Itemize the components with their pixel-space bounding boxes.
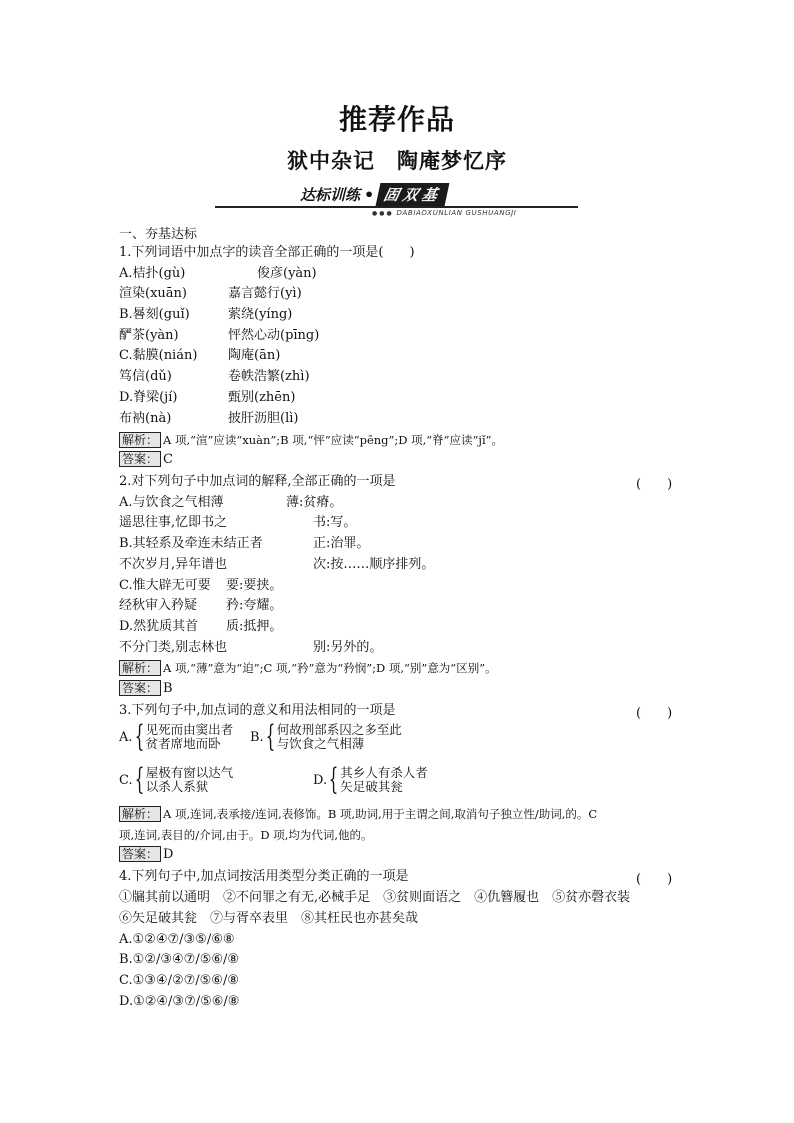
q4-stem: 4.下列句子中,加点词按活用类型分类正确的一项是 (119, 869, 409, 884)
q1-row-right: 甄别(zhēn) (228, 390, 296, 405)
q2-paren: ( ) (636, 477, 673, 492)
q2-row-right: 质:抵押。 (226, 619, 283, 634)
answer-tag: 答案： (119, 680, 161, 696)
q1-row-left: A.桔扑(gù) (119, 266, 186, 281)
q3-c-line: 以杀人系狱 (145, 779, 209, 794)
q2-row-right: 次:按……顺序排列。 (313, 557, 435, 572)
q2-row-right: 要:要挟。 (226, 578, 283, 593)
banner-sub-dots: ●●● (372, 210, 394, 217)
q1-row-left: 笃信(dǔ) (119, 369, 172, 384)
q2-analysis-text: A 项,“薄”意为“迫”;C 项,“矜”意为“矜悯”;D 项,“别”意为“区别”。 (163, 661, 497, 675)
q1-row-left: B.晷刻(guǐ) (119, 307, 190, 322)
q3-b-line: 何故刑部系囚之多至此 (276, 722, 402, 737)
q4-items-2: ⑥矢足破其瓮 ⑦与胥卒表里 ⑧其枉民也亦甚矣哉 (119, 911, 419, 926)
q4-items-1: ①牖其前以通明 ②不问罪之有无,必械手足 ③贫则面语之 ④仇簪履也 ⑤贫亦磬衣装 (119, 890, 631, 905)
q4-option: D.①②④/③⑦/⑤⑥/⑧ (119, 994, 240, 1009)
q3-a-line: 见死而由窦出者 (145, 722, 234, 737)
q2-row-left: A.与饮食之气相薄 (119, 495, 224, 510)
q1-row-right: 卷帙浩繁(zhì) (228, 369, 310, 384)
q3-analysis-text-2: 项,连词,表目的/介词,由于。D 项,均为代词,他的。 (119, 828, 373, 842)
q1-row-left: C.黏膜(nián) (119, 348, 198, 363)
section-heading: 一、夯基达标 (119, 227, 198, 242)
q3-analysis (119, 805, 597, 824)
q3-b-line: 与饮食之气相薄 (276, 736, 365, 751)
answer-tag: 答案： (119, 451, 161, 467)
q2-row-right: 正:治罪。 (313, 536, 370, 551)
q3-stem: 3.下列句子中,加点词的意义和用法相同的一项是 (119, 703, 396, 718)
q2-row-left: C.惟大辟无可要 (119, 578, 211, 593)
q1-row-right: 俊彦(yàn) (257, 266, 317, 281)
q3-a-label: A. (119, 729, 133, 745)
q1-stem: 1.下列词语中加点字的读音全部正确的一项是( ) (119, 245, 415, 260)
q1-row-right: 嘉言懿行(yì) (228, 286, 302, 301)
q3-c-line: 屋极有窗以达气 (145, 765, 234, 780)
q1-answer-text: C (163, 452, 173, 467)
q1-row-right: 披肝沥胆(lì) (228, 411, 299, 426)
q4-option: C.①③④/②⑦/⑤⑥/⑧ (119, 973, 239, 988)
q1-row (119, 265, 185, 283)
q2-row-left: 不次岁月,异年谱也 (119, 557, 228, 572)
q3-d-label: D. (313, 772, 328, 788)
q2-stem: 2.对下列句子中加点词的解释,全部正确的一项是 (119, 474, 396, 489)
banner-subtitle (372, 209, 516, 217)
page-subtitle: 狱中杂记 陶庵梦忆序 (287, 148, 507, 173)
q3-option-d (313, 762, 428, 797)
q2-row-left: B.其轻系及牵连未结正者 (119, 536, 263, 551)
q2-row-right: 书:写。 (313, 515, 357, 530)
brace-icon: { (134, 762, 144, 797)
banner-left-text: 达标训练 (300, 185, 361, 204)
q4-paren: ( ) (636, 872, 673, 887)
banner-sub-text: DABIAOXUNLIAN GUSHUANGJI (396, 209, 517, 217)
q2-analysis (119, 659, 497, 678)
q2-row-right: 矜:夸耀。 (226, 598, 283, 613)
q2-row-right: 别:另外的。 (313, 640, 383, 655)
section-banner (300, 183, 447, 205)
q1-row-left: 渲染(xuān) (119, 286, 187, 301)
q3-b-label: B. (250, 729, 264, 745)
q1-analysis (119, 431, 503, 450)
q2-row-left: 遥思往事,忆即书之 (119, 515, 228, 530)
q2-answer-text: B (163, 681, 173, 696)
q2-row-right: 薄:贫瘠。 (286, 495, 343, 510)
q2-answer (119, 680, 173, 698)
q3-answer (119, 846, 173, 864)
banner-right-box: 固双基 (376, 183, 450, 206)
q1-analysis-text: A 项,“渲”应读“xuàn”;B 项,“怦”应读“pēng”;D 项,“脊”应读“jǐ”。 (163, 433, 504, 447)
q3-a-line: 贫者席地而卧 (145, 736, 221, 751)
q3-option-c (119, 762, 234, 797)
banner-dot: • (364, 184, 375, 204)
analysis-tag: 解析： (119, 806, 161, 822)
q3-c-label: C. (119, 772, 133, 788)
q3-d-line: 矢足破其瓮 (340, 779, 403, 794)
banner-rule (215, 206, 578, 208)
q1-row-right: 陶庵(ān) (228, 348, 281, 363)
page-title: 推荐作品 (338, 103, 455, 136)
q3-d-line: 其乡人有杀人者 (340, 765, 428, 780)
q2-row-left: D.然犹质其首 (119, 619, 199, 634)
q3-answer-text: D (163, 847, 174, 862)
q1-row-right: 萦绕(yíng) (228, 307, 293, 322)
q1-row-left: 布衲(nà) (119, 411, 172, 426)
q4-option: B.①②/③④⑦/⑤⑥/⑧ (119, 952, 240, 967)
analysis-tag: 解析： (119, 660, 161, 676)
q2-row-left: 不分门类,别志林也 (119, 640, 228, 655)
q3-analysis-text-1: A 项,连词,表承接/连词,表修饰。B 项,助词,用于主谓之间,取消句子独立性/助词,的。C (163, 807, 598, 821)
q2-row-left: 经秋审入矜疑 (119, 598, 198, 613)
brace-icon: { (265, 719, 276, 754)
q1-row-right: 怦然心动(pīng) (228, 328, 320, 343)
q1-answer (119, 451, 173, 469)
answer-tag: 答案： (119, 846, 161, 862)
q1-row-left: D.脊梁(jí) (119, 390, 178, 405)
q1-row-left: 酽茶(yàn) (119, 328, 179, 343)
q4-option: A.①②④⑦/③⑤/⑥⑧ (119, 932, 235, 947)
q3-option-a (119, 719, 234, 754)
q3-option-b (250, 719, 402, 754)
brace-icon: { (134, 719, 144, 754)
analysis-tag: 解析： (119, 432, 161, 448)
brace-icon: { (328, 762, 339, 797)
q3-paren: ( ) (636, 706, 673, 721)
